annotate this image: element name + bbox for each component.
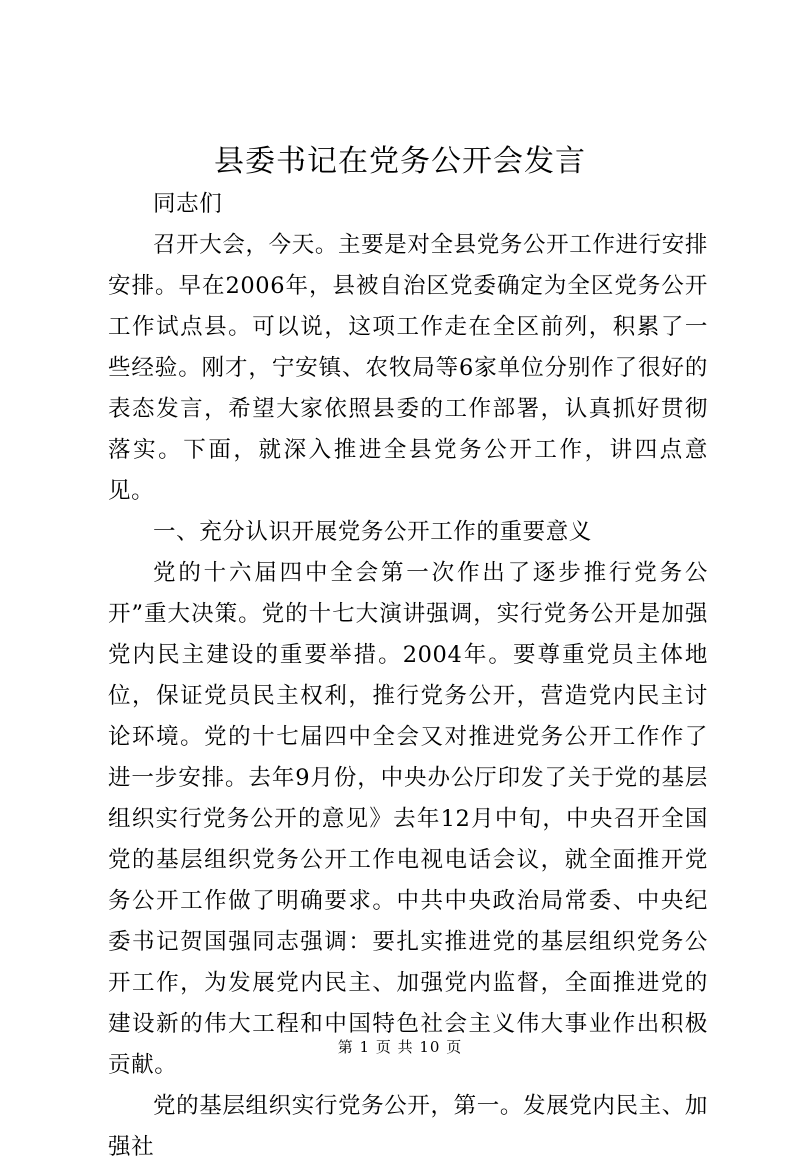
paragraph-continued: 党的基层组织实行党务公开，第一。发展党内民主、加强社 (108, 1093, 708, 1160)
section-heading-1: 一、充分认识开展党务公开工作的重要意义 (153, 519, 592, 545)
page-title: 县委书记在党务公开会发言 (214, 144, 586, 179)
paragraph-salutation: 同志们 (153, 191, 223, 217)
paragraph-intro: 召开大会，今天。主要是对全县党务公开工作进行安排安排。早在2006年，县被自治区党委确定为全区党务公开工作试点县。可以说，这项工作走在全区前列，积累了一些经验。刚才，宁安镇、农牧局等6家单位分别作了很好的表态发言，希望大家依照县委的工作部署，认真抓好贯彻落实。下面，就深入推进全县党务公开工作，讲四点意见。 (108, 232, 708, 504)
document-body (108, 184, 708, 1168)
page-footer: 第 1 页 共 10 页 (337, 1038, 463, 1056)
paragraph-section-1: 党的十六届四中全会第一次作出了逐步推行党务公开”重大决策。党的十七大演讲强调，实行党务公开是加强党内民主建设的重要举措。2004年。要尊重党员主体地位，保证党员民主权利，推行党务公开，营造党内民主讨论环境。党的十七届四中全会又对推进党务公开工作作了进一步安排。去年9月份，中央办公厅印发了关于党的基层组织实行党务公开的意见》去年12月中旬，中央召开全国党的基层组织党务公开工作电视电话会议，就全面推开党务公开工作做了明确要求。中共中央政治局常委、中央纪委书记贺国强同志强调：要扎实推进党的基层组织党务公开工作，为发展党内民主、加强党内监督，全面推进党的建设新的伟大工程和中国特色社会主义伟大事业作出积极贡献。 (108, 560, 708, 1078)
